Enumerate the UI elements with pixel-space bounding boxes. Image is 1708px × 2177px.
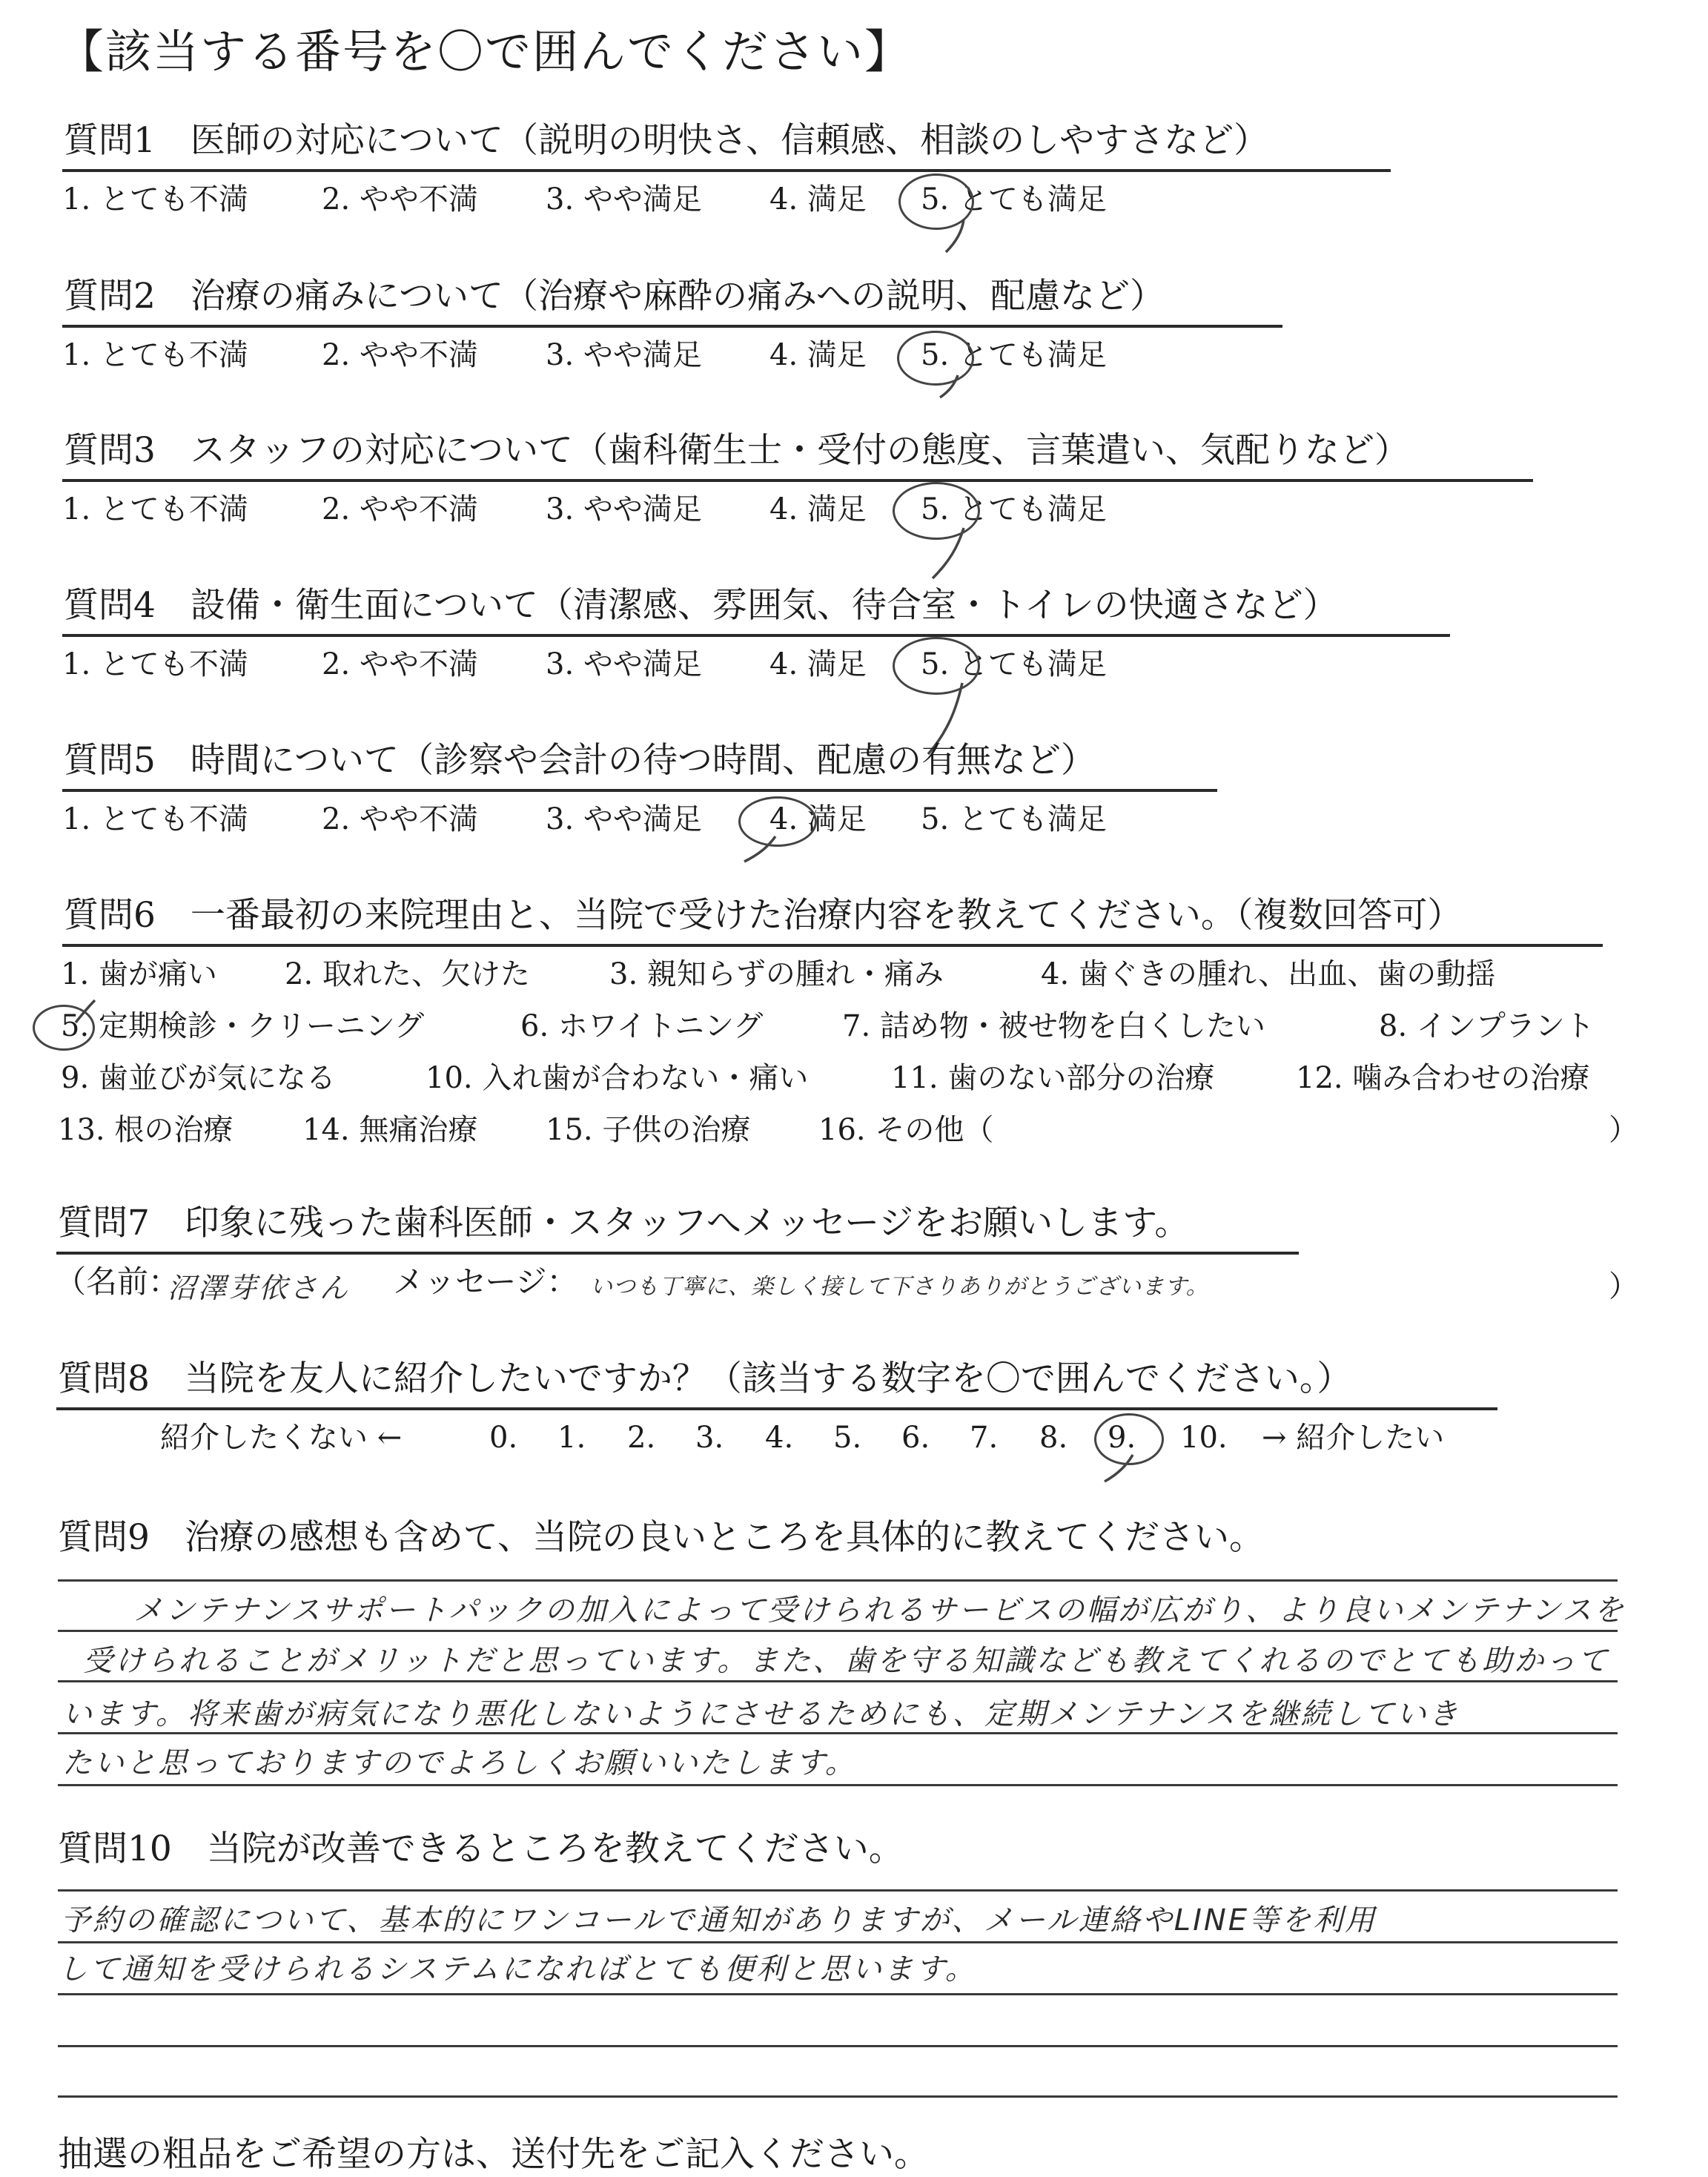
q6-option-3[interactable]: 3. 親知らずの腫れ・痛み <box>609 957 944 991</box>
q6-other-close-paren: ） <box>1609 1113 1638 1147</box>
q3-option-2[interactable]: 2. やや不満 <box>322 492 478 526</box>
question-7-underline <box>56 1252 1299 1255</box>
q8-circle-tail <box>1100 1452 1145 1489</box>
q5-circle-tail <box>738 833 790 871</box>
q8-option-1[interactable]: 1. <box>557 1421 586 1455</box>
q3-option-5[interactable]: 5. とても満足 <box>921 492 1107 526</box>
q7-staff-name[interactable]: 沼澤芽依さん <box>168 1272 351 1304</box>
q6-option-6[interactable]: 6. ホワイトニング <box>520 1009 764 1043</box>
q8-right-label: → 紹介したい <box>1262 1421 1445 1455</box>
q4-option-1[interactable]: 1. とても不満 <box>62 647 248 681</box>
page-header: 【該当する番号を〇で囲んでください】 <box>58 24 913 79</box>
q9-rule-3 <box>58 1680 1618 1682</box>
q4-option-2[interactable]: 2. やや不満 <box>322 647 478 681</box>
q8-left-label: 紹介したくない ← <box>160 1421 403 1455</box>
q8-option-2[interactable]: 2. <box>627 1421 656 1455</box>
q5-option-2[interactable]: 2. やや不満 <box>322 802 478 836</box>
question-4-title: 質問4 設備・衛生面について（清潔感、雰囲気、待合室・トイレの快適さなど） <box>64 585 1338 626</box>
q6-option-2[interactable]: 2. 取れた、欠けた <box>285 957 530 991</box>
q8-option-3[interactable]: 3. <box>695 1421 724 1455</box>
q6-option-10[interactable]: 10. 入れ歯が合わない・痛い <box>426 1061 809 1095</box>
q6-option-12[interactable]: 12. 噛み合わせの治療 <box>1296 1061 1590 1095</box>
q9-answer-line-1[interactable]: メンテナンスサポートパックの加入によって受けられるサービスの幅が広がり、より良いメンテナンスを <box>133 1593 1626 1628</box>
q7-close-paren: ） <box>1609 1269 1638 1304</box>
q1-option-1[interactable]: 1. とても不満 <box>62 182 248 217</box>
q2-option-2[interactable]: 2. やや不満 <box>322 338 478 372</box>
q10-rule-1 <box>58 1889 1618 1892</box>
question-1-title: 質問1 医師の対応について（説明の明快さ、信頼感、相談のしやすさなど） <box>64 120 1269 161</box>
question-2-underline <box>62 325 1282 328</box>
q8-option-7[interactable]: 7. <box>970 1421 999 1455</box>
question-1-underline <box>62 169 1391 172</box>
q6-option-15[interactable]: 15. 子供の治療 <box>546 1113 751 1147</box>
q6-option-14[interactable]: 14. 無痛治療 <box>302 1113 478 1147</box>
question-3-underline <box>62 479 1533 482</box>
q7-name-prefix: （名前： <box>55 1263 180 1300</box>
q6-option-11[interactable]: 11. 歯のない部分の治療 <box>891 1061 1215 1095</box>
q5-option-5[interactable]: 5. とても満足 <box>921 802 1107 836</box>
question-7-title: 質問7 印象に残った歯科医師・スタッフへメッセージをお願いします。 <box>58 1203 1190 1243</box>
question-8-underline <box>56 1407 1497 1410</box>
q8-option-10[interactable]: 10. <box>1180 1421 1228 1455</box>
q6-option-4[interactable]: 4. 歯ぐきの腫れ、出血、歯の動揺 <box>1041 957 1496 991</box>
q8-option-0[interactable]: 0. <box>489 1421 518 1455</box>
q3-option-4[interactable]: 4. 満足 <box>769 492 867 526</box>
question-5-title: 質問5 時間について（診察や会計の待つ時間、配慮の有無など） <box>64 740 1096 781</box>
q3-option-1[interactable]: 1. とても不満 <box>62 492 248 526</box>
question-4-underline <box>62 634 1450 637</box>
q1-option-2[interactable]: 2. やや不満 <box>322 182 478 217</box>
q3-circle-tail <box>927 525 979 584</box>
q5-option-4[interactable]: 4. 満足 <box>769 802 867 836</box>
q9-answer-line-4[interactable]: たいと思っておりますのでよろしくお願いいたします。 <box>62 1746 857 1780</box>
q2-circle-tail <box>936 371 980 408</box>
q10-rule-4 <box>58 2045 1618 2047</box>
q10-answer-line-1[interactable]: 予約の確認について、基本的にワンコールで通知がありますが、メール連絡やLINE等を利用 <box>61 1903 1377 1938</box>
question-6-underline <box>62 944 1603 947</box>
q6-option-9[interactable]: 9. 歯並びが気になる <box>61 1061 336 1095</box>
q2-option-4[interactable]: 4. 満足 <box>769 338 867 372</box>
q6-option-5[interactable]: 5. 定期検診・クリーニング <box>61 1009 425 1043</box>
footer-instruction: 抽選の粗品をご希望の方は、送付先をご記入ください。 <box>58 2134 929 2175</box>
q6-option-7[interactable]: 7. 詰め物・被せ物を白くしたい <box>842 1009 1265 1043</box>
q2-option-1[interactable]: 1. とても不満 <box>62 338 248 372</box>
q6-option-13[interactable]: 13. 根の治療 <box>58 1113 234 1147</box>
question-5-underline <box>62 789 1217 792</box>
q5-option-3[interactable]: 3. やや満足 <box>546 802 702 836</box>
q8-option-4[interactable]: 4. <box>765 1421 794 1455</box>
question-3-title: 質問3 スタッフの対応について（歯科衛生士・受付の態度、言葉遣い、気配りなど） <box>64 430 1409 471</box>
q1-option-4[interactable]: 4. 満足 <box>769 182 867 217</box>
q10-rule-5 <box>58 2095 1618 2098</box>
question-2-title: 質問2 治療の痛みについて（治療や麻酔の痛みへの説明、配慮など） <box>64 276 1165 317</box>
question-6-title: 質問6 一番最初の来院理由と、当院で受けた治療内容を教えてください。（複数回答可） <box>64 895 1463 936</box>
q10-rule-2 <box>58 1941 1618 1943</box>
q9-answer-line-3[interactable]: います。将来歯が病気になり悪化しないようにさせるためにも、定期メンテナンスを継続していき <box>62 1697 1460 1731</box>
q2-option-3[interactable]: 3. やや満足 <box>546 338 702 372</box>
q3-option-3[interactable]: 3. やや満足 <box>546 492 702 526</box>
q6-circle-tail <box>71 997 101 1027</box>
q5-option-1[interactable]: 1. とても不満 <box>62 802 248 836</box>
q1-option-3[interactable]: 3. やや満足 <box>546 182 702 217</box>
q9-rule-2 <box>58 1630 1618 1632</box>
q6-option-16[interactable]: 16. その他（ <box>818 1113 994 1147</box>
q4-option-3[interactable]: 3. やや満足 <box>546 647 702 681</box>
q8-option-8[interactable]: 8. <box>1039 1421 1068 1455</box>
q9-rule-5 <box>58 1784 1618 1786</box>
q7-message-label: メッセージ： <box>393 1263 578 1300</box>
q9-rule-4 <box>58 1732 1618 1734</box>
q9-answer-line-2[interactable]: 受けられることがメリットだと思っています。また、歯を守る知識なども教えてくれるのでとても助かって <box>83 1644 1610 1678</box>
question-8-title: 質問8 当院を友人に紹介したいですか？（該当する数字を〇で囲んでください。） <box>58 1358 1352 1399</box>
q1-option-5[interactable]: 5. とても満足 <box>921 182 1107 217</box>
q4-option-4[interactable]: 4. 満足 <box>769 647 867 681</box>
question-9-title: 質問9 治療の感想も含めて、当院の良いところを具体的に教えてください。 <box>58 1517 1264 1558</box>
q8-option-5[interactable]: 5. <box>833 1421 862 1455</box>
q10-rule-3 <box>58 1993 1618 1995</box>
q6-option-8[interactable]: 8. インプラント <box>1379 1009 1595 1043</box>
q9-rule-1 <box>58 1579 1618 1582</box>
q10-answer-line-2[interactable]: して通知を受けられるシステムになればとても便利と思います。 <box>58 1952 977 1986</box>
q2-option-5[interactable]: 5. とても満足 <box>921 338 1107 372</box>
q1-circle-tail <box>941 215 986 260</box>
question-10-title: 質問10 当院が改善できるところを教えてください。 <box>58 1829 904 1869</box>
q7-message-text[interactable]: いつも丁寧に、楽しく接して下さりありがとうございます。 <box>590 1274 1209 1300</box>
q8-option-6[interactable]: 6. <box>901 1421 930 1455</box>
q4-option-5[interactable]: 5. とても満足 <box>921 647 1107 681</box>
q6-option-1[interactable]: 1. 歯が痛い <box>61 957 217 991</box>
q8-option-9[interactable]: 9. <box>1108 1421 1136 1455</box>
